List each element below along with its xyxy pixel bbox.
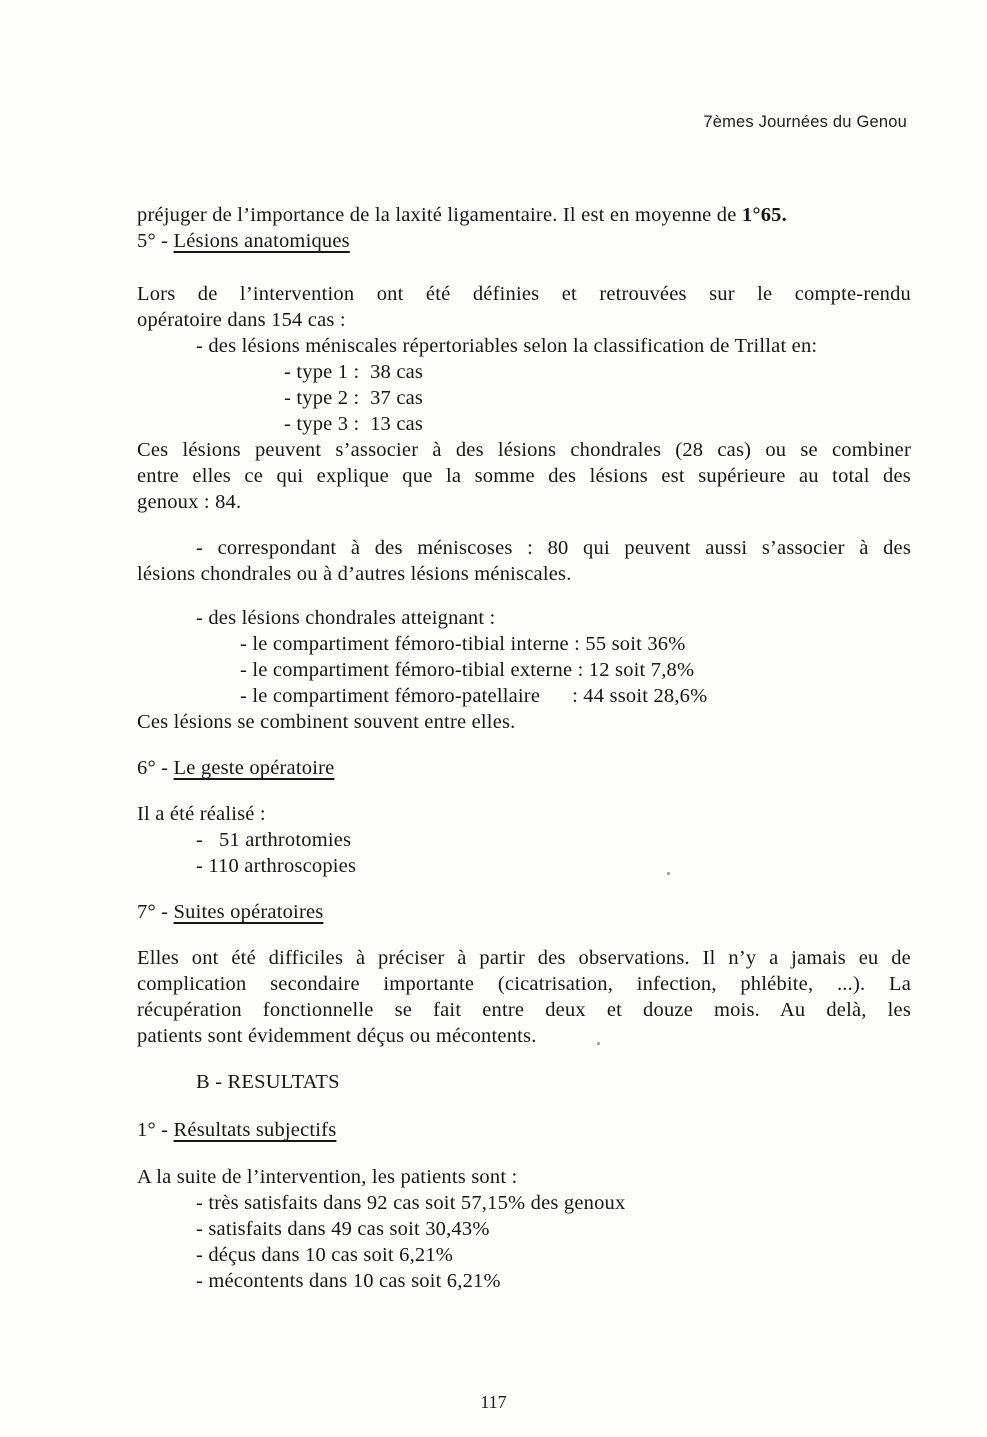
section-6-title: Le geste opératoire	[173, 757, 335, 779]
paragraph-line: Elles ont été difficiles à préciser à partir des observations. Il n’y a jamais eu de	[137, 947, 911, 969]
paragraph-line: Ces lésions peuvent s’associer à des lésions chondrales (28 cas) ou se combiner	[137, 439, 911, 461]
section-1-title: Résultats subjectifs	[173, 1119, 337, 1141]
intro-bold-value: 1°65.	[741, 204, 787, 226]
page-footer	[0, 1392, 987, 1413]
list-item-chondral-intro: - des lésions chondrales atteignant :	[196, 607, 496, 629]
intro-text: préjuger de l’importance de la laxité ligamentaire. Il est en moyenne de	[137, 204, 742, 226]
paragraph-line: Lors de l’intervention ont été définies et retrouvées sur le compte-rendu	[137, 283, 911, 305]
section-1-prefix: 1° -	[137, 1119, 174, 1141]
section-7-heading	[137, 899, 911, 925]
list-item-arthrotomies: - 51 arthrotomies	[196, 829, 352, 851]
paragraph-line: A la suite de l’intervention, les patients sont :	[137, 1166, 518, 1188]
resultats-heading: B - RESULTATS	[196, 1071, 340, 1093]
paragraph-line: complication secondaire importante (cicatrisation, infection, phlébite, ...). La	[137, 973, 911, 995]
list-item-tres-satisfaits: - très satisfaits dans 92 cas soit 57,15% des genoux	[196, 1192, 626, 1214]
section-5-title: Lésions anatomiques	[173, 230, 350, 252]
list-item-decus: - déçus dans 10 cas soit 6,21%	[196, 1244, 454, 1266]
section-6-prefix: 6° -	[137, 757, 174, 779]
paragraph-line: Ces lésions se combinent souvent entre elles.	[137, 711, 516, 733]
section-1-heading	[137, 1117, 911, 1143]
paragraph-line: genoux : 84.	[137, 491, 242, 513]
paragraph-line: opératoire dans 154 cas :	[137, 309, 346, 331]
list-item-mecontents: - mécontents dans 10 cas soit 6,21%	[196, 1270, 501, 1292]
page-body	[137, 202, 911, 1294]
paragraph-line: lésions chondrales ou à d’autres lésions méniscales.	[137, 563, 572, 585]
list-item-compartment-patellaire: - le compartiment fémoro-patellaire : 44 ssoit 28,6%	[240, 685, 708, 707]
section-7-prefix: 7° -	[137, 901, 174, 923]
paragraph-line: récupération fonctionnelle se fait entre deux et douze mois. Au delà, les	[137, 999, 911, 1021]
list-item-meniscal-intro: - des lésions méniscales répertoriables selon la classification de Trillat en:	[196, 335, 818, 357]
list-item-arthroscopies: - 110 arthroscopies	[196, 855, 357, 877]
section-5-prefix: 5° -	[137, 230, 174, 252]
page-number: 117	[480, 1392, 507, 1412]
paragraph-line: entre elles ce qui explique que la somme des lésions est supérieure au total des	[137, 465, 911, 487]
list-item-compartment-externe: - le compartiment fémoro-tibial externe : 12 soit 7,8%	[240, 659, 695, 681]
list-item-type2: - type 2 : 37 cas	[284, 387, 424, 409]
intro-paragraph-line	[137, 202, 911, 228]
list-item-type3: - type 3 : 13 cas	[284, 413, 424, 435]
paragraph-line: Il a été réalisé :	[137, 803, 266, 825]
section-5-heading	[137, 228, 911, 254]
list-item-satisfaits: - satisfaits dans 49 cas soit 30,43%	[196, 1218, 490, 1240]
section-6-heading	[137, 755, 911, 781]
list-item-meniscoses: - correspondant à des méniscoses : 80 qui peuvent aussi s’associer à des	[196, 537, 911, 559]
section-7-title: Suites opératoires	[173, 901, 324, 923]
paragraph-line: patients sont évidemment déçus ou mécontents.	[137, 1025, 537, 1047]
scan-speck	[667, 872, 670, 875]
scan-speck	[597, 1042, 600, 1045]
list-item-type1: - type 1 : 38 cas	[284, 361, 424, 383]
list-item-compartment-interne: - le compartiment fémoro-tibial interne : 55 soit 36%	[240, 633, 686, 655]
journal-title: 7èmes Journées du Genou	[703, 113, 907, 131]
running-header	[703, 113, 907, 132]
